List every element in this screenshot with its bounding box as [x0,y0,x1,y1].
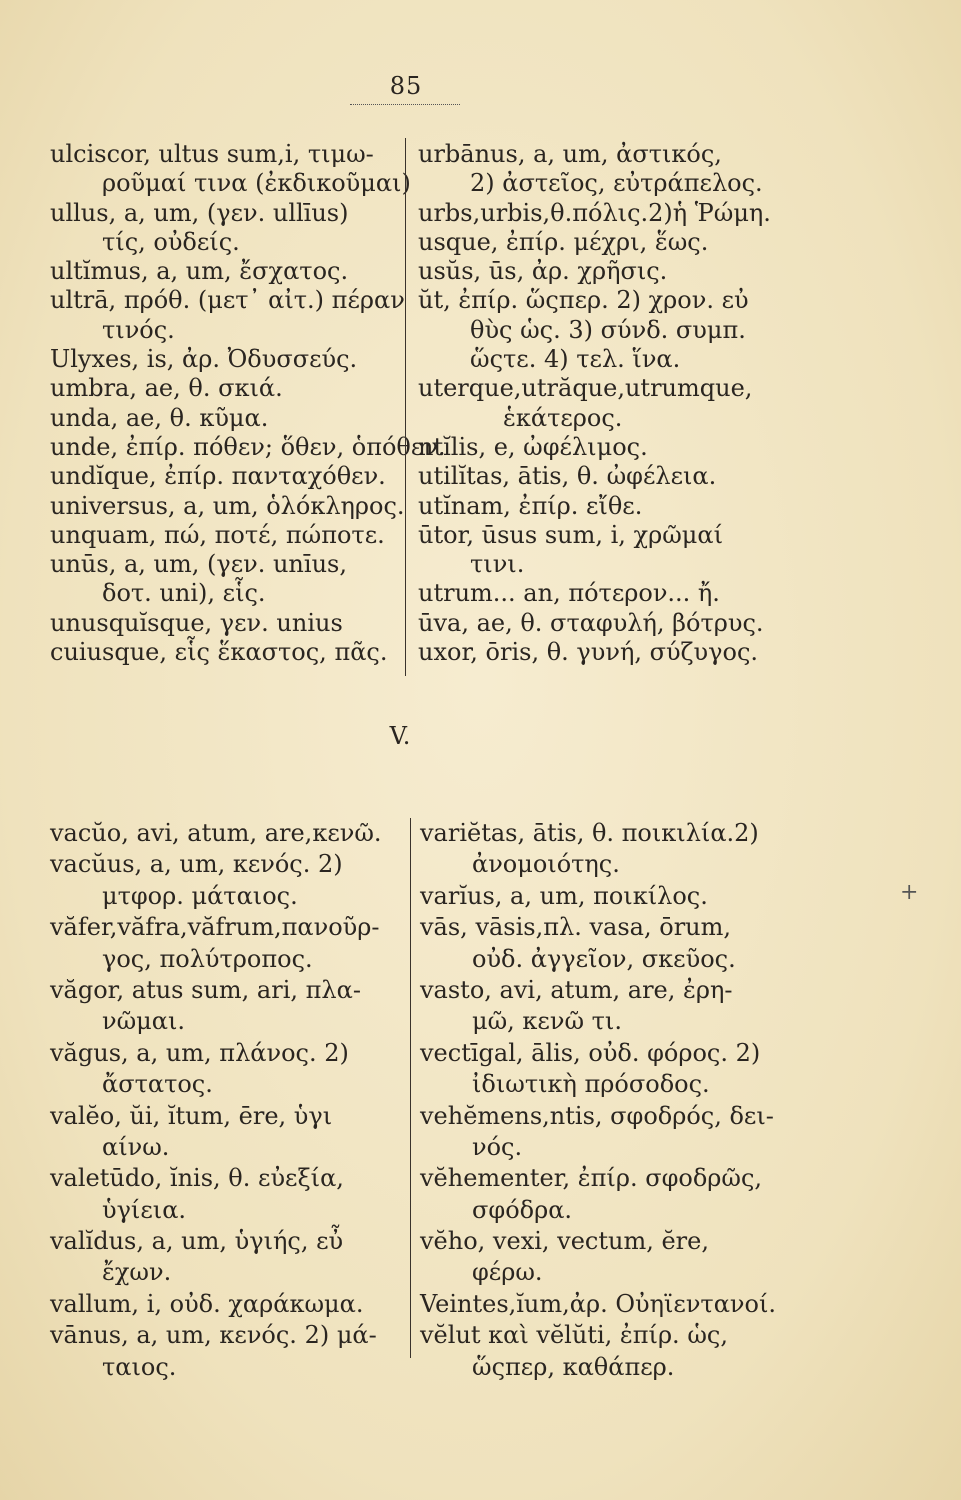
entry-line: unde, ἐπίρ. πόθεν; ὅθεν, ὁπόθεν. [50,432,446,461]
entry-line: usŭs, ūs, ἀρ. χρῆσις. [418,257,668,286]
entry-line: unūs, a, um, (γεν. unīus, [50,550,347,579]
upper-left-column [50,140,446,667]
entry-line: unquam, πώ, ποτέ, πώποτε. [50,520,385,549]
entry-line: universus, a, um, ὁλόκληρος. [50,491,405,520]
entry-line: varĭus, a, um, ποικίλος. [420,881,708,910]
entry-line: uterque,utrăque,utrumque, [418,374,753,403]
entry-line: vacŭus, a, um, κενός. 2) [50,850,343,879]
lower-left-column [50,818,410,1383]
entry-line: ūtor, ūsus sum, i, χρῶμαί [418,520,723,549]
entry-line: valĕo, ŭi, ĭtum, ēre, ὑγι [50,1101,333,1130]
entry-line: μῶ, κενῶ τι. [472,1007,622,1036]
entry-line: uxor, ōris, θ. γυνή, σύζυγος. [418,638,759,667]
entry-line: τινι. [470,550,525,579]
entry-line: unda, ae, θ. κῦμα. [50,403,269,432]
entry-line: ultĭmus, a, um, ἔσχατος. [50,257,349,286]
entry-line: ἑκάτερος. [503,403,623,432]
column-divider-upper [405,138,406,676]
entry-line: τινός. [102,315,175,344]
entry-line: Ulyxes, is, ἀρ. Ὀδυσσεύς. [50,345,358,374]
entry-line: νός. [472,1132,523,1161]
entry-line: ŭt, ἐπίρ. ὥςπερ. 2) χρον. εὐ [418,286,749,315]
entry-line: vacŭo, avi, atum, are,κενῶ. [50,819,382,847]
entry-line: vallum, i, οὐδ. χαράκωμα. [50,1289,364,1318]
entry-line: vĕhementer, ἐπίρ. σφοδρῶς, [420,1164,763,1193]
entry-line: 2) ἀστεῖος, εὐτράπελος. [470,169,763,198]
entry-line: văgus, a, um, πλάνος. 2) [50,1038,349,1067]
entry-line: μτφορ. μάταιος. [102,881,298,910]
entry-line: undĭque, ἐπίρ. πανταχόθεν. [50,462,386,491]
header-rule [350,104,460,105]
entry-line: ἰδιωτικὴ πρόσοδος. [472,1070,710,1099]
entry-line: δοτ. uni), εἷς. [102,579,266,608]
entry-line: φέρω. [472,1258,543,1287]
upper-right-column [418,140,778,667]
entry-line: ultrā, πρόθ. (μετ᾽ αἰτ.) πέραν [50,286,405,315]
entry-line: γος, πολύτροπος. [102,944,313,973]
entry-line: σφόδρα. [472,1195,573,1224]
entry-line: vĕlut καὶ vĕlŭti, ἐπίρ. ὡς, [420,1321,728,1350]
entry-line: ntĭlis, e, ὠφέλιμος. [418,432,648,461]
margin-plus-mark: + [900,880,919,905]
column-divider-lower [410,818,411,1358]
entry-line: usque, ἐπίρ. μέχρι, ἕως. [418,227,709,256]
entry-line: văgor, atus sum, ari, πλα- [50,975,361,1004]
lower-right-column [420,818,800,1383]
entry-line: utilĭtas, ātis, θ. ὠφέλεια. [418,462,717,491]
entry-line: τίς, οὐδείς. [102,227,240,256]
entry-line: ἔχων. [102,1258,172,1287]
entry-line: ūva, ae, θ. σταφυλή, βότρυς. [418,608,764,637]
entry-line: ροῦμαί τινα (ἐκδικοῦμαι) [102,169,411,198]
entry-line: variĕtas, ātis, θ. ποικιλία.2) [420,819,759,847]
entry-line: vĕho, vexi, vectum, ĕre, [420,1227,709,1256]
entry-line: vās, vāsis,πλ. vasa, ōrum, [420,913,732,942]
entry-line: văfer,văfra,văfrum,πανοῦρ- [50,913,380,942]
entry-line: vehĕmens,ntis, σφοδρός, δει- [420,1101,774,1130]
entry-line: ταιος. [102,1352,177,1381]
entry-line: ὑγίεια. [102,1195,187,1224]
entry-line: ulciscor, ultus sum,i, τιμω- [50,140,374,168]
entry-line: valĭdus, a, um, ὑγιής, εὖ [50,1227,344,1256]
entry-line: ὥςπερ, καθάπερ. [472,1352,675,1381]
entry-line: utrum... an, πότερον... ἤ. [418,579,720,608]
entry-line: vectīgal, ālis, οὐδ. φόρος. 2) [420,1038,761,1067]
entry-line: cuiusque, εἷς ἕκαστος, πᾶς. [50,638,388,667]
entry-line: αίνω. [102,1132,170,1161]
entry-line: οὐδ. ἀγγεῖον, σκεῦος. [472,944,736,973]
entry-line: Veintes,ĭum,ἀρ. Οὐηϊεντανοί. [420,1289,776,1318]
entry-line: utĭnam, ἐπίρ. εἴθε. [418,491,643,520]
entry-line: urbānus, a, um, ἀστικός, [418,140,722,168]
entry-line: ἀνομοιότης. [472,850,620,879]
entry-line: unusquĭsque, γεν. unius [50,608,343,637]
entry-line: ἄστατος. [102,1070,213,1099]
entry-line: valetūdo, ĭnis, θ. εὐεξία, [50,1164,344,1193]
entry-line: θὺς ὡς. 3) σύνδ. συμπ. [470,315,746,344]
entry-line: umbra, ae, θ. σκιά. [50,374,283,403]
entry-line: vasto, avi, atum, are, ἐρη- [420,975,733,1004]
page-number: 85 [389,72,423,100]
entry-line: νῶμαι. [102,1007,186,1036]
entry-line: urbs,urbis,θ.πόλις.2)ἡ Ῥώμη. [418,198,771,227]
section-letter-heading: V. [389,722,411,750]
entry-line: ὥςτε. 4) τελ. ἵνα. [470,345,681,374]
entry-line: vānus, a, um, κενός. 2) μά- [50,1321,377,1350]
entry-line: ullus, a, um, (γεν. ullīus) [50,198,349,227]
